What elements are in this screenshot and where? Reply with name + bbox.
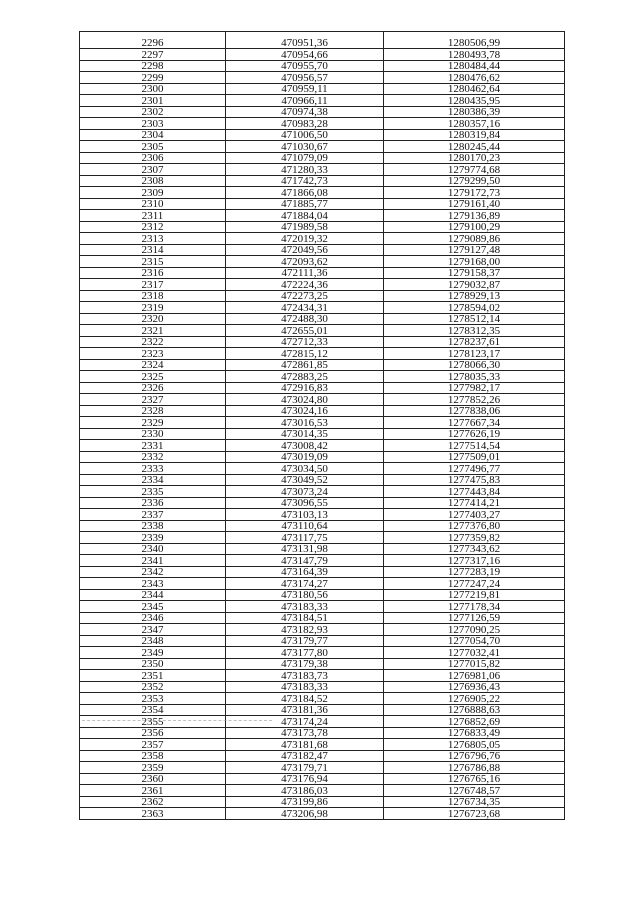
point-number-cell: 2329 (80, 417, 226, 429)
y-coordinate-cell: 1279299,50 (384, 175, 565, 187)
point-number-cell: 2354 (80, 704, 226, 716)
x-coordinate-cell: 473184,52 (226, 693, 384, 705)
point-number-cell: 2353 (80, 693, 226, 705)
point-number-cell: 2339 (80, 532, 226, 544)
table-row (80, 60, 565, 72)
point-number-cell: 2314 (80, 244, 226, 256)
point-number-cell: 2309 (80, 187, 226, 199)
point-number-cell: 2336 (80, 497, 226, 509)
point-number-cell: 2327 (80, 394, 226, 406)
point-number-cell: 2297 (80, 49, 226, 61)
table-row (80, 451, 565, 463)
x-coordinate-cell: 473034,50 (226, 463, 384, 475)
point-number-cell: 2363 (80, 808, 226, 820)
point-number-cell: 2311 (80, 210, 226, 222)
x-coordinate-cell: 470983,28 (226, 118, 384, 130)
y-coordinate-cell: 1279100,29 (384, 221, 565, 233)
y-coordinate-cell: 1277283,19 (384, 566, 565, 578)
table-row (80, 336, 565, 348)
point-number-cell: 2298 (80, 60, 226, 72)
x-coordinate-cell: 473206,98 (226, 808, 384, 820)
y-coordinate-cell: 1277376,80 (384, 520, 565, 532)
point-number-cell: 2303 (80, 118, 226, 130)
x-coordinate-cell: 472049,56 (226, 244, 384, 256)
y-coordinate-cell: 1278066,30 (384, 359, 565, 371)
point-number-cell: 2330 (80, 428, 226, 440)
y-coordinate-cell: 1276805,05 (384, 739, 565, 751)
point-number-cell: 2302 (80, 106, 226, 118)
x-coordinate-cell: 472815,12 (226, 348, 384, 360)
x-coordinate-cell: 470974,38 (226, 106, 384, 118)
x-coordinate-cell: 470951,36 (226, 32, 384, 49)
table-row (80, 83, 565, 95)
point-number-cell: 2320 (80, 313, 226, 325)
point-number-cell: 2306 (80, 152, 226, 164)
x-coordinate-cell: 472224,36 (226, 279, 384, 291)
y-coordinate-cell: 1276833,49 (384, 727, 565, 739)
y-coordinate-cell: 1276796,76 (384, 750, 565, 762)
y-coordinate-cell: 1278512,14 (384, 313, 565, 325)
y-coordinate-cell: 1277219,81 (384, 589, 565, 601)
y-coordinate-cell: 1279172,73 (384, 187, 565, 199)
table-row (80, 49, 565, 61)
y-coordinate-cell: 1276786,88 (384, 762, 565, 774)
y-coordinate-cell: 1280462,64 (384, 83, 565, 95)
table-row (80, 624, 565, 636)
x-coordinate-cell: 471280,33 (226, 164, 384, 176)
table-row (80, 164, 565, 176)
x-coordinate-cell: 472434,31 (226, 302, 384, 314)
point-number-cell: 2299 (80, 72, 226, 84)
table-row (80, 279, 565, 291)
table-row (80, 670, 565, 682)
point-number-cell: 2312 (80, 221, 226, 233)
x-coordinate-cell: 471006,50 (226, 129, 384, 141)
x-coordinate-cell: 473179,71 (226, 762, 384, 774)
y-coordinate-cell: 1278035,33 (384, 371, 565, 383)
y-coordinate-cell: 1278594,02 (384, 302, 565, 314)
point-number-cell: 2300 (80, 83, 226, 95)
point-number-cell: 2347 (80, 624, 226, 636)
x-coordinate-cell: 472883,25 (226, 371, 384, 383)
table-row (80, 440, 565, 452)
y-coordinate-cell: 1277126,59 (384, 612, 565, 624)
point-number-cell: 2338 (80, 520, 226, 532)
x-coordinate-cell: 473182,93 (226, 624, 384, 636)
x-coordinate-cell: 473164,39 (226, 566, 384, 578)
table-row (80, 417, 565, 429)
table-row (80, 313, 565, 325)
y-coordinate-cell: 1277475,83 (384, 474, 565, 486)
point-number-cell: 2340 (80, 543, 226, 555)
x-coordinate-cell: 473174,24 (226, 716, 384, 728)
table-row (80, 750, 565, 762)
x-coordinate-cell: 473024,80 (226, 394, 384, 406)
x-coordinate-cell: 473183,73 (226, 670, 384, 682)
x-coordinate-cell: 473019,09 (226, 451, 384, 463)
y-coordinate-cell: 1278312,35 (384, 325, 565, 337)
point-number-cell: 2346 (80, 612, 226, 624)
y-coordinate-cell: 1278123,17 (384, 348, 565, 360)
table-row (80, 693, 565, 705)
x-coordinate-cell: 471079,09 (226, 152, 384, 164)
x-coordinate-cell: 473117,75 (226, 532, 384, 544)
point-number-cell: 2323 (80, 348, 226, 360)
x-coordinate-cell: 473182,47 (226, 750, 384, 762)
point-number-cell: 2304 (80, 129, 226, 141)
y-coordinate-cell: 1277343,62 (384, 543, 565, 555)
table-row (80, 704, 565, 716)
point-number-cell: 2359 (80, 762, 226, 774)
table-row (80, 739, 565, 751)
scan-artifact-line (82, 720, 272, 721)
table-row (80, 428, 565, 440)
y-coordinate-cell: 1276888,63 (384, 704, 565, 716)
y-coordinate-cell: 1277032,41 (384, 647, 565, 659)
y-coordinate-cell: 1277509,01 (384, 451, 565, 463)
x-coordinate-cell: 473174,27 (226, 578, 384, 590)
y-coordinate-cell: 1280493,78 (384, 49, 565, 61)
x-coordinate-cell: 473181,68 (226, 739, 384, 751)
point-number-cell: 2316 (80, 267, 226, 279)
x-coordinate-cell: 473110,64 (226, 520, 384, 532)
point-number-cell: 2349 (80, 647, 226, 659)
table-row (80, 290, 565, 302)
x-coordinate-cell: 473147,79 (226, 555, 384, 567)
y-coordinate-cell: 1280170,23 (384, 152, 565, 164)
point-number-cell: 2360 (80, 773, 226, 785)
y-coordinate-cell: 1276936,43 (384, 681, 565, 693)
x-coordinate-cell: 473179,38 (226, 658, 384, 670)
y-coordinate-cell: 1277359,82 (384, 532, 565, 544)
coordinates-table (79, 31, 565, 820)
y-coordinate-cell: 1278237,61 (384, 336, 565, 348)
y-coordinate-cell: 1280245,44 (384, 141, 565, 153)
x-coordinate-cell: 473096,55 (226, 497, 384, 509)
table-row (80, 543, 565, 555)
x-coordinate-cell: 473016,53 (226, 417, 384, 429)
x-coordinate-cell: 472019,32 (226, 233, 384, 245)
point-number-cell: 2332 (80, 451, 226, 463)
y-coordinate-cell: 1277838,06 (384, 405, 565, 417)
y-coordinate-cell: 1277852,26 (384, 394, 565, 406)
table-row (80, 394, 565, 406)
table-row (80, 486, 565, 498)
y-coordinate-cell: 1277514,54 (384, 440, 565, 452)
x-coordinate-cell: 472111,36 (226, 267, 384, 279)
table-row (80, 382, 565, 394)
point-number-cell: 2350 (80, 658, 226, 670)
table-row (80, 348, 565, 360)
table-row (80, 325, 565, 337)
x-coordinate-cell: 473131,98 (226, 543, 384, 555)
x-coordinate-cell: 470966,11 (226, 95, 384, 107)
y-coordinate-cell: 1280484,44 (384, 60, 565, 72)
y-coordinate-cell: 1279032,87 (384, 279, 565, 291)
y-coordinate-cell: 1277496,77 (384, 463, 565, 475)
x-coordinate-cell: 472655,01 (226, 325, 384, 337)
x-coordinate-cell: 473008,42 (226, 440, 384, 452)
point-number-cell: 2341 (80, 555, 226, 567)
x-coordinate-cell: 473049,52 (226, 474, 384, 486)
table-row (80, 32, 565, 49)
x-coordinate-cell: 470959,11 (226, 83, 384, 95)
y-coordinate-cell: 1279161,40 (384, 198, 565, 210)
y-coordinate-cell: 1280319,84 (384, 129, 565, 141)
table-row (80, 221, 565, 233)
x-coordinate-cell: 471742,73 (226, 175, 384, 187)
x-coordinate-cell: 472861,85 (226, 359, 384, 371)
x-coordinate-cell: 473024,16 (226, 405, 384, 417)
y-coordinate-cell: 1276981,06 (384, 670, 565, 682)
table-row (80, 267, 565, 279)
x-coordinate-cell: 473199,86 (226, 796, 384, 808)
point-number-cell: 2348 (80, 635, 226, 647)
y-coordinate-cell: 1277178,34 (384, 601, 565, 613)
y-coordinate-cell: 1280476,62 (384, 72, 565, 84)
point-number-cell: 2305 (80, 141, 226, 153)
table-row (80, 405, 565, 417)
x-coordinate-cell: 473177,80 (226, 647, 384, 659)
x-coordinate-cell: 472712,33 (226, 336, 384, 348)
table-row (80, 578, 565, 590)
point-number-cell: 2357 (80, 739, 226, 751)
y-coordinate-cell: 1276765,16 (384, 773, 565, 785)
table-row (80, 129, 565, 141)
table-row (80, 727, 565, 739)
x-coordinate-cell: 473176,94 (226, 773, 384, 785)
table-row (80, 785, 565, 797)
table-row (80, 635, 565, 647)
y-coordinate-cell: 1279774,68 (384, 164, 565, 176)
x-coordinate-cell: 471030,67 (226, 141, 384, 153)
point-number-cell: 2324 (80, 359, 226, 371)
point-number-cell: 2355 (80, 716, 226, 728)
y-coordinate-cell: 1276748,57 (384, 785, 565, 797)
point-number-cell: 2308 (80, 175, 226, 187)
point-number-cell: 2343 (80, 578, 226, 590)
y-coordinate-cell: 1277403,27 (384, 509, 565, 521)
table-row (80, 773, 565, 785)
table-row (80, 532, 565, 544)
table-row (80, 681, 565, 693)
point-number-cell: 2358 (80, 750, 226, 762)
table-row (80, 198, 565, 210)
y-coordinate-cell: 1277626,19 (384, 428, 565, 440)
x-coordinate-cell: 472488,30 (226, 313, 384, 325)
y-coordinate-cell: 1276734,35 (384, 796, 565, 808)
point-number-cell: 2345 (80, 601, 226, 613)
point-number-cell: 2322 (80, 336, 226, 348)
table-row (80, 509, 565, 521)
point-number-cell: 2337 (80, 509, 226, 521)
y-coordinate-cell: 1279089,86 (384, 233, 565, 245)
y-coordinate-cell: 1280386,39 (384, 106, 565, 118)
x-coordinate-cell: 473181,36 (226, 704, 384, 716)
x-coordinate-cell: 470954,66 (226, 49, 384, 61)
table-row (80, 302, 565, 314)
table-row (80, 612, 565, 624)
y-coordinate-cell: 1279158,37 (384, 267, 565, 279)
point-number-cell: 2310 (80, 198, 226, 210)
y-coordinate-cell: 1280506,99 (384, 32, 565, 49)
point-number-cell: 2344 (80, 589, 226, 601)
point-number-cell: 2362 (80, 796, 226, 808)
point-number-cell: 2301 (80, 95, 226, 107)
point-number-cell: 2315 (80, 256, 226, 268)
x-coordinate-cell: 471989,58 (226, 221, 384, 233)
table-row (80, 658, 565, 670)
x-coordinate-cell: 472273,25 (226, 290, 384, 302)
table-row (80, 566, 565, 578)
x-coordinate-cell: 473179,77 (226, 635, 384, 647)
table-row (80, 497, 565, 509)
point-number-cell: 2319 (80, 302, 226, 314)
y-coordinate-cell: 1277090,25 (384, 624, 565, 636)
x-coordinate-cell: 473180,56 (226, 589, 384, 601)
table-row (80, 244, 565, 256)
point-number-cell: 2313 (80, 233, 226, 245)
x-coordinate-cell: 472093,62 (226, 256, 384, 268)
x-coordinate-cell: 471885,77 (226, 198, 384, 210)
x-coordinate-cell: 473184,51 (226, 612, 384, 624)
point-number-cell: 2351 (80, 670, 226, 682)
y-coordinate-cell: 1277982,17 (384, 382, 565, 394)
table-row (80, 796, 565, 808)
y-coordinate-cell: 1279127,48 (384, 244, 565, 256)
point-number-cell: 2361 (80, 785, 226, 797)
point-number-cell: 2307 (80, 164, 226, 176)
y-coordinate-cell: 1277414,21 (384, 497, 565, 509)
table-row (80, 95, 565, 107)
table-row (80, 716, 565, 728)
y-coordinate-cell: 1277667,34 (384, 417, 565, 429)
table-row (80, 175, 565, 187)
table-row (80, 233, 565, 245)
x-coordinate-cell: 473186,03 (226, 785, 384, 797)
y-coordinate-cell: 1280435,95 (384, 95, 565, 107)
point-number-cell: 2317 (80, 279, 226, 291)
x-coordinate-cell: 472916,83 (226, 382, 384, 394)
point-number-cell: 2342 (80, 566, 226, 578)
y-coordinate-cell: 1277317,16 (384, 555, 565, 567)
table-row (80, 118, 565, 130)
table-row (80, 474, 565, 486)
x-coordinate-cell: 473183,33 (226, 601, 384, 613)
table-row (80, 647, 565, 659)
x-coordinate-cell: 473173,78 (226, 727, 384, 739)
x-coordinate-cell: 473103,13 (226, 509, 384, 521)
point-number-cell: 2321 (80, 325, 226, 337)
y-coordinate-cell: 1277015,82 (384, 658, 565, 670)
y-coordinate-cell: 1276852,69 (384, 716, 565, 728)
y-coordinate-cell: 1278929,13 (384, 290, 565, 302)
point-number-cell: 2352 (80, 681, 226, 693)
x-coordinate-cell: 470956,57 (226, 72, 384, 84)
y-coordinate-cell: 1277443,84 (384, 486, 565, 498)
table-row (80, 463, 565, 475)
y-coordinate-cell: 1277054,70 (384, 635, 565, 647)
table-row (80, 555, 565, 567)
point-number-cell: 2335 (80, 486, 226, 498)
table-row (80, 72, 565, 84)
y-coordinate-cell: 1276905,22 (384, 693, 565, 705)
table-row (80, 187, 565, 199)
point-number-cell: 2325 (80, 371, 226, 383)
table-row (80, 808, 565, 820)
table-row (80, 141, 565, 153)
x-coordinate-cell: 473183,33 (226, 681, 384, 693)
table-row (80, 589, 565, 601)
y-coordinate-cell: 1276723,68 (384, 808, 565, 820)
table-row (80, 152, 565, 164)
point-number-cell: 2326 (80, 382, 226, 394)
table-row (80, 371, 565, 383)
table-row (80, 520, 565, 532)
table-row (80, 359, 565, 371)
y-coordinate-cell: 1279168,00 (384, 256, 565, 268)
point-number-cell: 2318 (80, 290, 226, 302)
table-row (80, 106, 565, 118)
x-coordinate-cell: 471884,04 (226, 210, 384, 222)
x-coordinate-cell: 473014,35 (226, 428, 384, 440)
point-number-cell: 2334 (80, 474, 226, 486)
point-number-cell: 2328 (80, 405, 226, 417)
table-row (80, 762, 565, 774)
y-coordinate-cell: 1280357,16 (384, 118, 565, 130)
table-row (80, 256, 565, 268)
point-number-cell: 2296 (80, 32, 226, 49)
y-coordinate-cell: 1279136,89 (384, 210, 565, 222)
x-coordinate-cell: 471866,08 (226, 187, 384, 199)
x-coordinate-cell: 473073,24 (226, 486, 384, 498)
table-row (80, 210, 565, 222)
coordinates-table-body (80, 32, 565, 820)
x-coordinate-cell: 470955,70 (226, 60, 384, 72)
point-number-cell: 2356 (80, 727, 226, 739)
point-number-cell: 2333 (80, 463, 226, 475)
point-number-cell: 2331 (80, 440, 226, 452)
table-row (80, 601, 565, 613)
y-coordinate-cell: 1277247,24 (384, 578, 565, 590)
